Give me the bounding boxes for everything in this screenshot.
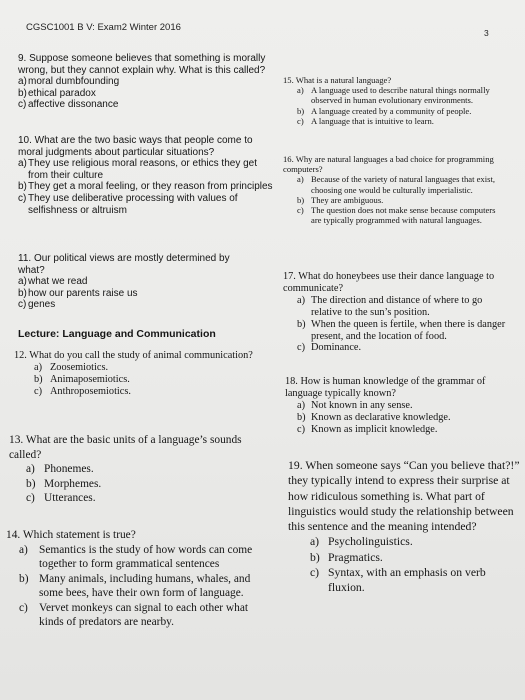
answer-option <box>6 572 271 601</box>
exam-header: CGSC1001 B V: Exam2 Winter 2016 <box>26 22 181 33</box>
question-9 <box>18 53 268 111</box>
option-letter: b) <box>18 287 27 299</box>
option-letter: b) <box>26 477 36 490</box>
option-text: Utterances. <box>44 492 96 504</box>
option-text: A language created by a community of people. <box>311 105 472 116</box>
option-letter: c) <box>297 115 304 126</box>
option-letter: a) <box>18 158 27 170</box>
option-letter: c) <box>297 423 305 435</box>
question-15 <box>283 75 505 126</box>
answer-option <box>283 106 505 116</box>
option-text: Known as implicit knowledge. <box>311 423 438 435</box>
answer-option <box>14 374 264 386</box>
option-letter: c) <box>297 205 304 216</box>
question-19 <box>288 458 525 596</box>
option-letter: c) <box>297 342 305 354</box>
answer-option <box>18 193 276 216</box>
option-text: Phonemes. <box>44 463 94 475</box>
option-letter: c) <box>310 566 320 580</box>
answer-option <box>288 534 525 549</box>
lecture-heading: Lecture: Language and Communication <box>18 328 216 340</box>
option-text: Morphemes. <box>44 477 102 490</box>
option-letter: b) <box>297 411 306 423</box>
option-letter: b) <box>297 318 306 330</box>
question-11 <box>18 253 258 311</box>
answer-option <box>6 543 271 572</box>
option-text: They use deliberative processing with values of selfishness or altruism <box>28 192 238 216</box>
option-letter: a) <box>297 294 305 306</box>
option-letter: a) <box>310 535 320 549</box>
option-text: how our parents raise us <box>28 287 138 299</box>
option-letter: a) <box>19 543 28 556</box>
option-text: Not known in any sense. <box>311 399 413 411</box>
answer-option <box>18 181 276 193</box>
option-letter: c) <box>34 385 42 397</box>
question-text: 15. What is a natural language? <box>283 75 392 85</box>
question-18 <box>285 376 517 436</box>
answer-option <box>283 85 505 105</box>
option-text: Vervet monkeys can signal to each other what kinds of predators are nearby. <box>39 601 249 628</box>
question-13 <box>9 433 274 506</box>
option-text: affective dissonance <box>28 99 119 111</box>
option-text: The direction and distance of where to go relative to the sun’s position. <box>311 294 483 318</box>
answer-option <box>9 477 274 492</box>
question-10 <box>18 135 276 216</box>
option-letter: c) <box>18 99 27 111</box>
option-text: Dominance. <box>311 342 362 354</box>
answer-option <box>9 491 274 506</box>
question-text: 14. Which statement is true? <box>6 529 136 541</box>
option-text: Anthroposemiotics. <box>50 385 131 397</box>
option-letter: b) <box>18 181 27 193</box>
answer-option <box>14 386 264 398</box>
answer-option <box>283 205 505 225</box>
option-letter: a) <box>26 463 35 475</box>
answer-option <box>18 88 268 100</box>
answer-option <box>283 342 515 354</box>
option-text: Because of the variety of natural languages that exist, choosing one would be culturally imperialistic. <box>311 174 495 195</box>
answer-option <box>283 116 505 126</box>
option-letter: c) <box>26 492 35 504</box>
question-14 <box>6 528 271 630</box>
answer-option <box>18 288 258 300</box>
question-text: 13. What are the basic units of a language’s sounds called? <box>9 434 242 461</box>
option-text: When the queen is fertile, when there is danger present, and the location of food. <box>311 318 506 342</box>
option-letter: a) <box>18 76 27 88</box>
option-text: Semantics is the study of how words can come together to form grammatical sentences <box>39 543 253 570</box>
question-text: 10. What are the two basic ways that people come to moral judgments about particular situations? <box>18 135 253 158</box>
option-letter: a) <box>34 361 42 373</box>
option-text: what we read <box>28 276 88 288</box>
option-text: They use religious moral reasons, or ethics they get from their culture <box>28 158 257 181</box>
option-letter: a) <box>297 399 305 411</box>
answer-option <box>18 276 258 288</box>
option-letter: b) <box>310 550 320 564</box>
question-text: 11. Our political views are mostly determined by what? <box>18 253 230 276</box>
option-text: Many animals, including humans, whales, and some bees, have their own form of language. <box>39 572 251 599</box>
option-letter: c) <box>19 601 28 614</box>
option-text: Known as declarative knowledge. <box>311 411 451 423</box>
answer-option <box>18 299 258 311</box>
option-text: Syntax, with an emphasis on verb fluxion. <box>328 566 486 595</box>
answer-option <box>283 174 505 194</box>
answer-option <box>18 76 268 88</box>
answer-option <box>18 158 276 181</box>
option-letter: b) <box>18 87 27 99</box>
option-text: The question does not make sense because computers are typically programmed with natural languages. <box>311 205 496 226</box>
answer-option <box>14 362 264 374</box>
option-text: A language that is intuitive to learn. <box>311 115 434 126</box>
option-text: They get a moral feeling, or they reason from principles <box>28 181 273 193</box>
option-text: A language used to describe natural things normally observed in human evolutionary environments. <box>311 85 490 106</box>
answer-option <box>283 195 505 205</box>
option-text: Pragmatics. <box>328 550 383 564</box>
option-letter: b) <box>34 373 43 385</box>
answer-option <box>18 99 268 111</box>
question-text: 12. What do you call the study of animal communication? <box>14 350 253 361</box>
page-number: 3 <box>484 28 489 38</box>
question-16 <box>283 154 505 225</box>
answer-option <box>285 412 517 424</box>
answer-option <box>283 295 515 319</box>
option-letter: a) <box>18 276 27 288</box>
question-text: 16. Why are natural languages a bad choice for programming computers? <box>283 154 494 175</box>
answer-option <box>283 319 515 343</box>
option-text: Zoosemiotics. <box>50 361 109 373</box>
option-letter: c) <box>18 299 27 311</box>
option-text: ethical paradox <box>28 87 96 99</box>
question-12 <box>14 350 264 398</box>
option-text: They are ambiguous. <box>311 194 384 205</box>
question-text: 19. When someone says “Can you believe that?!” they typically intend to express their surprise at how ridiculous something is. What part of linguistics would study the relationship between this sentence and the meaning intended? <box>288 459 520 534</box>
question-text: 9. Suppose someone believes that something is morally wrong, but they cannot explain why. What is this called? <box>18 53 266 76</box>
option-letter: b) <box>19 572 29 585</box>
answer-option <box>6 601 271 630</box>
option-text: Psycholinguistics. <box>328 535 413 549</box>
option-letter: c) <box>18 192 27 204</box>
question-text: 17. What do honeybees use their dance language to communicate? <box>283 271 495 294</box>
option-text: moral dumbfounding <box>28 76 120 88</box>
answer-option <box>288 565 525 596</box>
question-17 <box>283 271 515 354</box>
question-text: 18. How is human knowledge of the grammar of language typically known? <box>285 376 486 399</box>
answer-option <box>288 550 525 565</box>
answer-option <box>285 424 517 436</box>
option-letter: b) <box>297 105 305 116</box>
option-text: Animaposemiotics. <box>50 373 130 385</box>
answer-option <box>285 400 517 412</box>
option-letter: b) <box>297 194 305 205</box>
option-letter: a) <box>297 174 304 185</box>
option-letter: a) <box>297 85 304 96</box>
option-text: genes <box>28 299 56 311</box>
answer-option <box>9 462 274 477</box>
